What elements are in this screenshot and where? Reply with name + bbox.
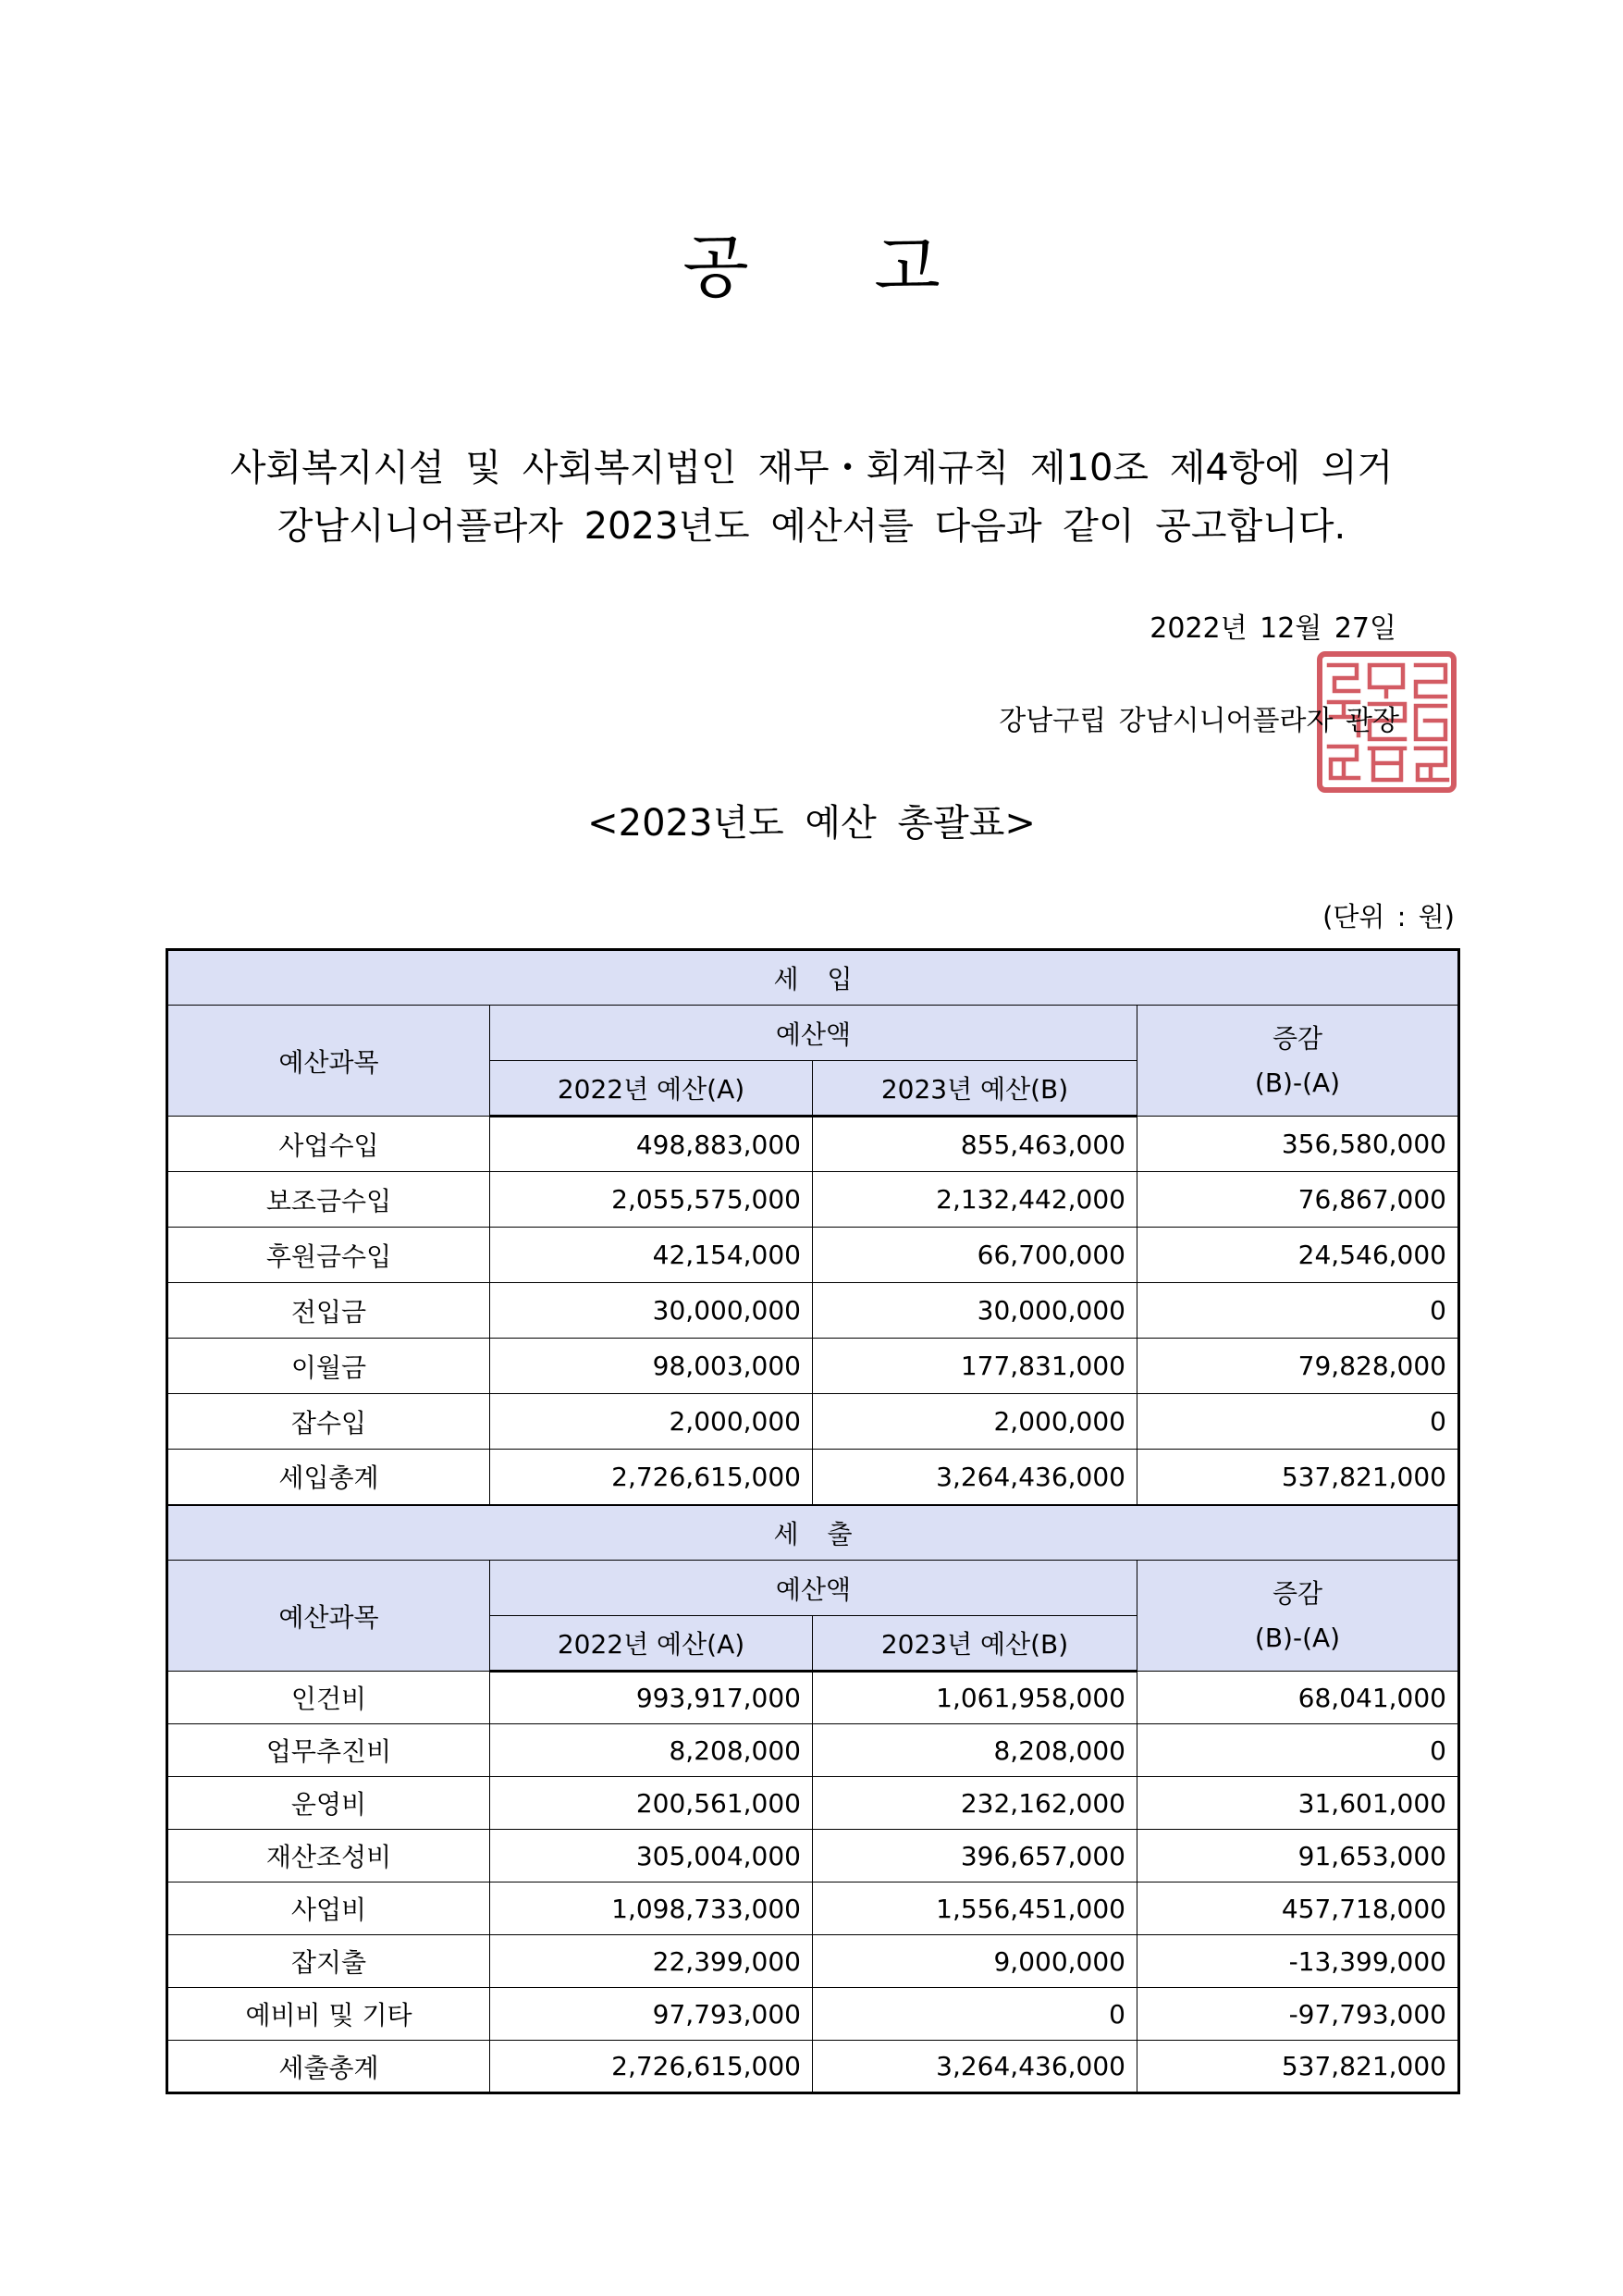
table-row bbox=[167, 1988, 1459, 2041]
cell-difference: 0 bbox=[1137, 1724, 1459, 1777]
cell-subject: 재산조성비 bbox=[167, 1830, 490, 1882]
difference-formula: (B)-(A) bbox=[1254, 1622, 1341, 1653]
budget-summary-table bbox=[166, 948, 1460, 2094]
cell-2022-budget: 498,883,000 bbox=[490, 1117, 813, 1172]
cell-2023-budget: 30,000,000 bbox=[813, 1283, 1137, 1339]
cell-2023-budget: 232,162,000 bbox=[813, 1777, 1137, 1830]
unit-label: (단위 : 원) bbox=[1322, 901, 1455, 932]
table-row-total bbox=[167, 1450, 1459, 1505]
cell-2022-budget: 2,000,000 bbox=[490, 1394, 813, 1450]
table-row bbox=[167, 1777, 1459, 1830]
cell-2023-budget: 396,657,000 bbox=[813, 1830, 1137, 1882]
cell-2022-budget: 1,098,733,000 bbox=[490, 1882, 813, 1935]
section-header-row bbox=[167, 1505, 1459, 1561]
cell-2023-budget: 3,264,436,000 bbox=[813, 1450, 1137, 1505]
table-row bbox=[167, 1724, 1459, 1777]
notice-title: 공 고 bbox=[682, 228, 941, 307]
table-row bbox=[167, 1228, 1459, 1283]
cell-2023-budget: 3,264,436,000 bbox=[813, 2041, 1137, 2093]
budget-summary-title: <2023년도 예산 총괄표> bbox=[587, 802, 1036, 845]
cell-difference: 457,718,000 bbox=[1137, 1882, 1459, 1935]
cell-difference: 537,821,000 bbox=[1137, 2041, 1459, 2093]
column-header-2023-budget: 2023년 예산(B) bbox=[813, 1061, 1137, 1117]
cell-2022-budget: 97,793,000 bbox=[490, 1988, 813, 2041]
cell-2022-budget: 42,154,000 bbox=[490, 1228, 813, 1283]
table-row bbox=[167, 1117, 1459, 1172]
column-header-difference bbox=[1137, 1561, 1459, 1672]
cell-subject: 사업비 bbox=[167, 1882, 490, 1935]
cell-2022-budget: 22,399,000 bbox=[490, 1935, 813, 1988]
cell-2023-budget: 1,556,451,000 bbox=[813, 1882, 1137, 1935]
cell-subject: 사업수입 bbox=[167, 1117, 490, 1172]
cell-subject: 운영비 bbox=[167, 1777, 490, 1830]
official-seal bbox=[1316, 650, 1457, 794]
cell-subject: 인건비 bbox=[167, 1672, 490, 1724]
cell-2022-budget: 2,726,615,000 bbox=[490, 2041, 813, 2093]
column-header-budget-amount: 예산액 bbox=[490, 1561, 1137, 1616]
cell-subject: 잡지출 bbox=[167, 1935, 490, 1988]
notice-date: 2022년 12월 27일 bbox=[1150, 612, 1396, 645]
cell-difference: 76,867,000 bbox=[1137, 1172, 1459, 1228]
cell-2022-budget: 305,004,000 bbox=[490, 1830, 813, 1882]
notice-body-line-1: 사회복지시설 및 사회복지법인 재무・회계규칙 제10조 제4항에 의거 bbox=[229, 447, 1394, 489]
table-row bbox=[167, 1830, 1459, 1882]
cell-subject: 세출총계 bbox=[167, 2041, 490, 2093]
cell-2023-budget: 2,000,000 bbox=[813, 1394, 1137, 1450]
notice-issuer: 강남구립 강남시니어플라자 관장 bbox=[999, 705, 1399, 737]
cell-2023-budget: 8,208,000 bbox=[813, 1724, 1137, 1777]
table-row-total bbox=[167, 2041, 1459, 2093]
difference-formula: (B)-(A) bbox=[1254, 1067, 1341, 1098]
column-header-subject: 예산과목 bbox=[167, 1006, 490, 1117]
column-header-2023-budget: 2023년 예산(B) bbox=[813, 1616, 1137, 1672]
column-header-subject: 예산과목 bbox=[167, 1561, 490, 1672]
column-header-row bbox=[167, 1006, 1459, 1061]
cell-subject: 이월금 bbox=[167, 1339, 490, 1394]
table-row bbox=[167, 1283, 1459, 1339]
cell-difference: 24,546,000 bbox=[1137, 1228, 1459, 1283]
cell-2023-budget: 855,463,000 bbox=[813, 1117, 1137, 1172]
cell-subject: 세입총계 bbox=[167, 1450, 490, 1505]
cell-2023-budget: 9,000,000 bbox=[813, 1935, 1137, 1988]
table-row bbox=[167, 1672, 1459, 1724]
cell-difference: 68,041,000 bbox=[1137, 1672, 1459, 1724]
cell-2022-budget: 8,208,000 bbox=[490, 1724, 813, 1777]
table-row bbox=[167, 1882, 1459, 1935]
cell-2022-budget: 98,003,000 bbox=[490, 1339, 813, 1394]
table-row bbox=[167, 1394, 1459, 1450]
cell-difference: 91,653,000 bbox=[1137, 1830, 1459, 1882]
cell-2023-budget: 177,831,000 bbox=[813, 1339, 1137, 1394]
column-header-difference bbox=[1137, 1006, 1459, 1117]
cell-difference: 356,580,000 bbox=[1137, 1117, 1459, 1172]
section-header-revenue: 세 입 bbox=[167, 950, 1459, 1006]
cell-subject: 잡수입 bbox=[167, 1394, 490, 1450]
cell-difference: -97,793,000 bbox=[1137, 1988, 1459, 2041]
cell-2023-budget: 0 bbox=[813, 1988, 1137, 2041]
cell-2022-budget: 200,561,000 bbox=[490, 1777, 813, 1830]
column-header-budget-amount: 예산액 bbox=[490, 1006, 1137, 1061]
cell-2022-budget: 30,000,000 bbox=[490, 1283, 813, 1339]
section-header-row bbox=[167, 950, 1459, 1006]
difference-label: 증감 bbox=[1272, 1022, 1323, 1054]
column-header-row bbox=[167, 1561, 1459, 1616]
column-header-2022-budget: 2022년 예산(A) bbox=[490, 1061, 813, 1117]
cell-2022-budget: 2,726,615,000 bbox=[490, 1450, 813, 1505]
cell-difference: 537,821,000 bbox=[1137, 1450, 1459, 1505]
cell-2023-budget: 1,061,958,000 bbox=[813, 1672, 1137, 1724]
cell-2022-budget: 993,917,000 bbox=[490, 1672, 813, 1724]
cell-difference: 31,601,000 bbox=[1137, 1777, 1459, 1830]
cell-subject: 후원금수입 bbox=[167, 1228, 490, 1283]
cell-2023-budget: 2,132,442,000 bbox=[813, 1172, 1137, 1228]
section-header-expenditure: 세 출 bbox=[167, 1505, 1459, 1561]
difference-label: 증감 bbox=[1272, 1577, 1323, 1609]
seal-graphic bbox=[1316, 650, 1457, 794]
notice-body-line-2: 강남시니어플라자 2023년도 예산서를 다음과 같이 공고합니다. bbox=[277, 505, 1346, 548]
cell-2023-budget: 66,700,000 bbox=[813, 1228, 1137, 1283]
cell-subject: 보조금수입 bbox=[167, 1172, 490, 1228]
column-header-2022-budget: 2022년 예산(A) bbox=[490, 1616, 813, 1672]
cell-difference: 79,828,000 bbox=[1137, 1339, 1459, 1394]
table-row bbox=[167, 1172, 1459, 1228]
cell-difference: 0 bbox=[1137, 1394, 1459, 1450]
table-row bbox=[167, 1935, 1459, 1988]
cell-2022-budget: 2,055,575,000 bbox=[490, 1172, 813, 1228]
cell-subject: 전입금 bbox=[167, 1283, 490, 1339]
table-row bbox=[167, 1339, 1459, 1394]
cell-subject: 예비비 및 기타 bbox=[167, 1988, 490, 2041]
cell-difference: 0 bbox=[1137, 1283, 1459, 1339]
cell-subject: 업무추진비 bbox=[167, 1724, 490, 1777]
cell-difference: -13,399,000 bbox=[1137, 1935, 1459, 1988]
